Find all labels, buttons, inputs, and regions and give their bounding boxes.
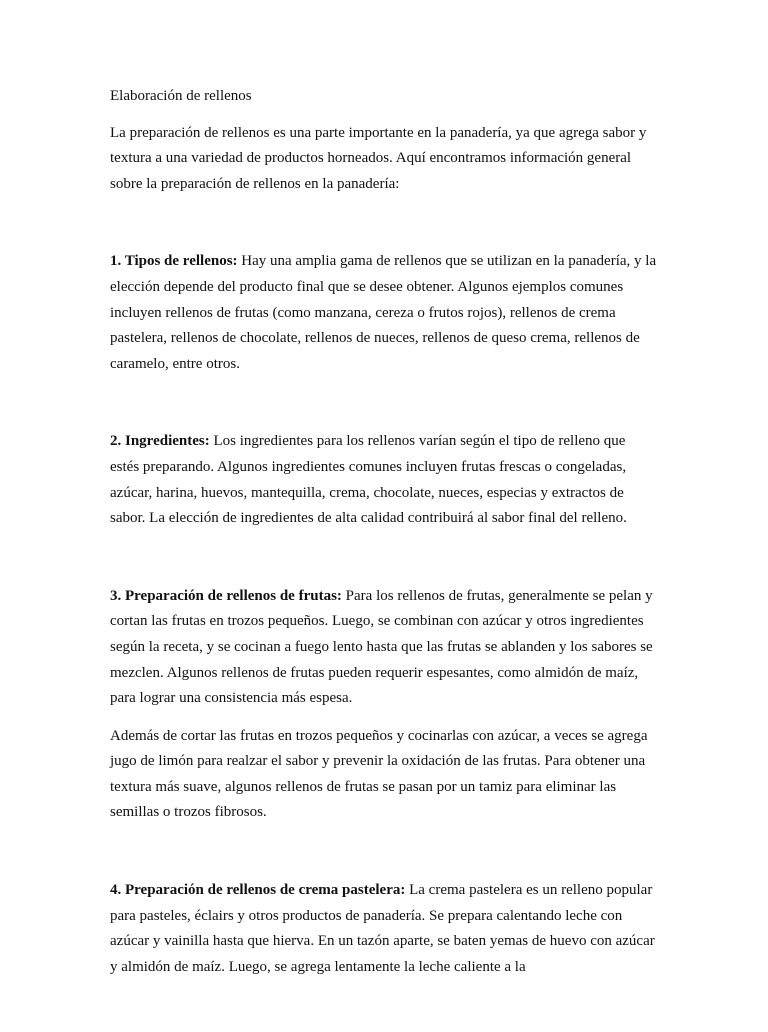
- intro-paragraph: La preparación de rellenos es una parte importante en la panadería, ya que agrega sabor y textura a una variedad de productos horneados. Aquí encontramos información general sobre la preparación de rellenos en la panadería:: [110, 124, 647, 192]
- section-tipos-de-rellenos: [110, 249, 658, 377]
- section-crema-pastelera: [110, 878, 658, 980]
- document-page: [110, 84, 658, 1032]
- document-title: Elaboración de rellenos: [110, 88, 252, 104]
- section-rellenos-de-frutas: [110, 584, 658, 712]
- section-body: Para los rellenos de frutas, generalmente se pelan y cortan las frutas en trozos pequeños. Luego, se combinan con azúcar y otros ingredientes según la receta, y se cocinan a fuego lento hasta que las frutas se ablanden y los sabores se mezclen. Algunos rellenos de frutas pueden requerir espesantes, como almidón de maíz, para lograr una consistencia más espesa.: [110, 587, 653, 707]
- section-body: La crema pastelera es un relleno popular para pasteles, éclairs y otros productos de panadería. Se prepara calentando leche con azúcar y vainilla hasta que hierva. En un tazón aparte, se baten yemas de huevo con azúcar y almidón de maíz. Luego, se agrega lentamente la leche caliente a la: [110, 882, 655, 975]
- section-body: Hay una amplia gama de rellenos que se utilizan en la panadería, y la elección depende del producto final que se desee obtener. Algunos ejemplos comunes incluyen rellenos de frutas (como manzana, cereza o frutos rojos), rellenos de crema pastelera, rellenos de chocolate, rellenos de nueces, rellenos de queso crema, rellenos de caramelo, entre otros.: [110, 253, 657, 372]
- section-heading: 4. Preparación de rellenos de crema pastelera:: [110, 882, 406, 899]
- section-heading: 2. Ingredientes:: [110, 433, 210, 450]
- section-rellenos-de-frutas-extra: Además de cortar las frutas en trozos pequeños y cocinarlas con azúcar, a veces se agrega jugo de limón para realzar el sabor y prevenir la oxidación de las frutas. Para obtener una textura más suave, algunos rellenos de frutas se pasan por un tamiz para eliminar las semillas o trozos fibrosos.: [110, 727, 648, 821]
- section-heading: 3. Preparación de rellenos de frutas:: [110, 587, 342, 604]
- section-heading: 1. Tipos de rellenos:: [110, 253, 238, 270]
- section-ingredientes: [110, 429, 658, 531]
- section-body: Los ingredientes para los rellenos varían según el tipo de relleno que estés preparando. Algunos ingredientes comunes incluyen frutas frescas o congeladas, azúcar, harina, huevos, mantequilla, crema, chocolate, nueces, especias y extractos de sabor. La elección de ingredientes de alta calidad contribuirá al sabor final del relleno.: [110, 433, 627, 527]
